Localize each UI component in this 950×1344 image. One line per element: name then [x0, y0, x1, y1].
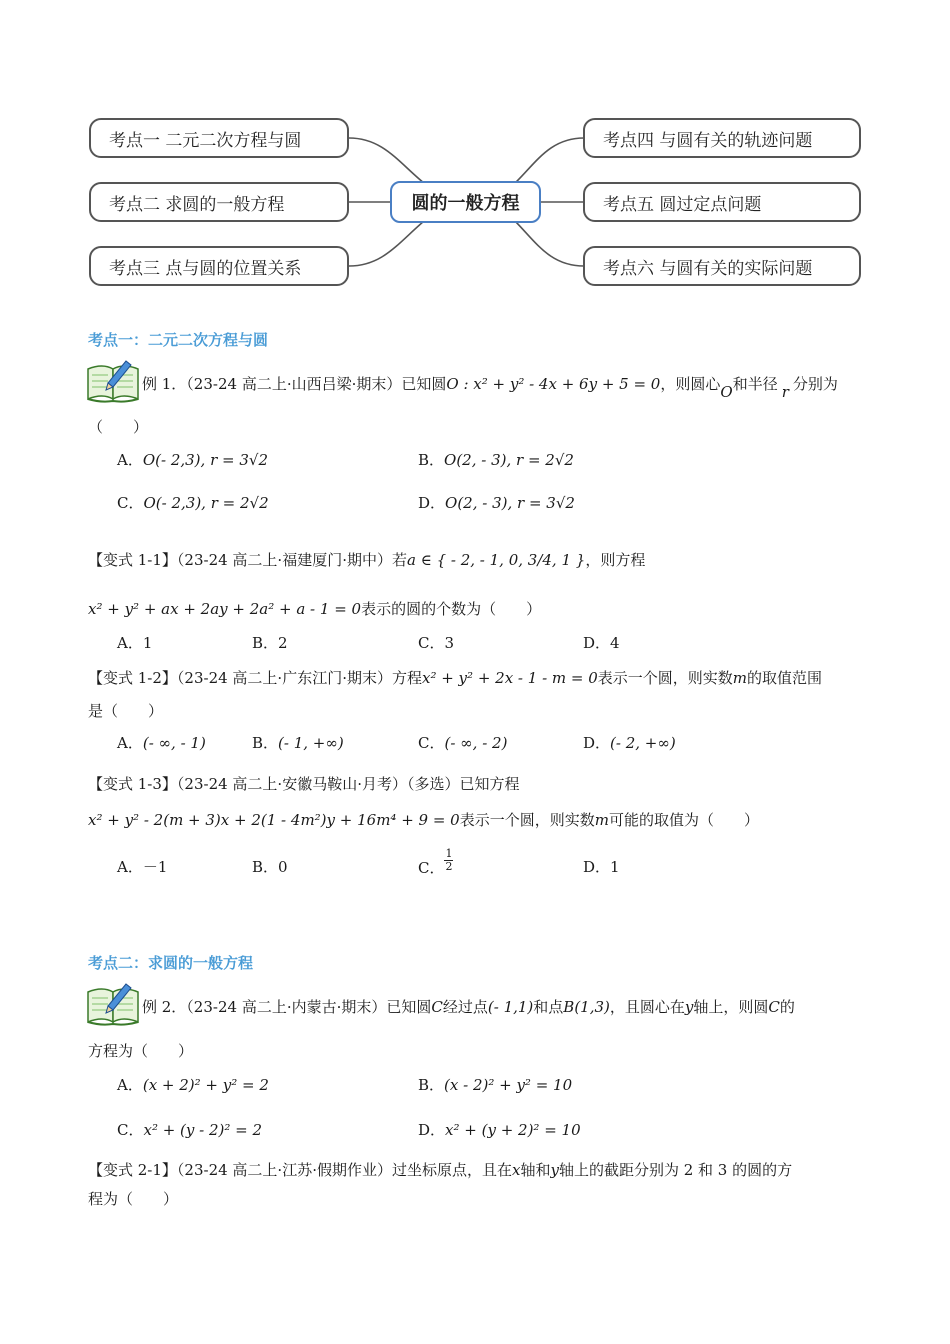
option-letter: D． — [583, 734, 611, 752]
ex2-point1: (- 1,1) — [487, 998, 534, 1016]
option-letter: A． — [117, 734, 143, 752]
mindmap-node-1: 考点一 二元二次方程与圆 — [89, 118, 349, 158]
v21-line2: 程为（ ） — [88, 1190, 179, 1208]
v12-line2: 是（ ） — [88, 702, 164, 720]
option-value: O(2, - 3), r = 2√2 — [444, 451, 574, 469]
ex1-option-b — [418, 449, 574, 470]
ex2-c2: C — [768, 998, 780, 1016]
book-pencil-icon — [86, 357, 140, 403]
option-letter: C． — [418, 734, 445, 752]
ex2-option-c — [117, 1119, 262, 1140]
option-value: (- 1, +∞) — [278, 734, 344, 752]
connector-3 — [349, 216, 430, 266]
v21-x: x — [511, 1161, 521, 1179]
section1-title: 考点一：二元二次方程与圆 — [88, 331, 269, 349]
option-letter: B． — [418, 1076, 445, 1094]
mindmap-node-2: 考点二 求圆的一般方程 — [89, 182, 349, 222]
v11-option-b: B．2 — [252, 634, 288, 652]
mindmap-node-4: 考点四 与圆有关的轨迹问题 — [583, 118, 861, 158]
ex1-option-c — [117, 492, 269, 513]
v12-suffix: 表示一个圆，则实数 — [597, 669, 733, 687]
option-letter: B． — [418, 451, 445, 469]
v11-option-a: A．1 — [117, 634, 153, 652]
mindmap-node-5: 考点五 圆过定点问题 — [583, 182, 861, 222]
option-letter: C． — [117, 494, 144, 512]
v13-option-a: A．－1 — [117, 858, 168, 876]
book-pencil-icon — [86, 980, 140, 1026]
v13-suffix: 表示一个圆，则实数 — [459, 811, 595, 829]
option-value: (x - 2)² + y² = 10 — [444, 1076, 573, 1094]
ex2-line2: 方程为（ ） — [88, 1042, 194, 1060]
ex2-stem — [142, 996, 795, 1017]
ex2-y: y — [684, 998, 694, 1016]
ex1-paren: （ ） — [88, 418, 149, 436]
fraction-one-half — [444, 848, 453, 873]
ex1-stem — [142, 373, 838, 401]
v21-mid: 轴和 — [520, 1161, 551, 1179]
option-value: x² + (y - 2)² = 2 — [143, 1121, 263, 1139]
option-value: x² + (y + 2)² = 10 — [445, 1121, 581, 1139]
ex1-r: r — [781, 383, 789, 401]
fraction-numerator: 1 — [445, 847, 453, 860]
option-letter: C． — [117, 1121, 144, 1139]
v12-stem — [88, 667, 822, 688]
ex1-option-d — [418, 492, 575, 513]
v12-m: m — [732, 669, 748, 687]
option-letter: C． — [418, 858, 445, 877]
ex1-equation: O : x² + y² - 4x + 6y + 5 = 0 — [446, 375, 661, 393]
v13-equation: x² + y² - 2(m + 3)x + 2(1 - 4m²)y + 16m⁴ + 9 = 0 — [88, 811, 460, 829]
mindmap-node-6: 考点六 与圆有关的实际问题 — [583, 246, 861, 286]
ex2-mid3: ，且圆心在 — [609, 998, 685, 1016]
option-letter: A． — [117, 451, 143, 469]
v13-option-b: B．0 — [252, 858, 288, 876]
option-value: (- 2, +∞) — [610, 734, 676, 752]
v12-prefix: 【变式 1-2】（23-24 高二上·广东江门·期末）方程 — [88, 669, 422, 687]
v21-suffix: 轴上的截距分别为 2 和 3 的圆的方 — [558, 1161, 793, 1179]
option-value: (- ∞, - 2) — [444, 734, 508, 752]
v12-option-c — [418, 732, 507, 753]
option-letter: A． — [117, 1076, 143, 1094]
ex2-mid2: 和点 — [533, 998, 564, 1016]
option-value: O(- 2,3), r = 2√2 — [143, 494, 269, 512]
ex2-point2: B(1,3) — [563, 998, 610, 1016]
v11-eq-suffix: 表示的圆的个数为（ ） — [361, 600, 542, 618]
v12-option-b — [252, 732, 344, 753]
ex2-option-d — [418, 1119, 581, 1140]
ex2-prefix: 例 2．（23-24 高二上·内蒙古·期末）已知圆 — [142, 998, 432, 1016]
ex1-mid2: 和半径 — [732, 375, 778, 393]
option-value: (- ∞, - 1) — [142, 734, 206, 752]
v11-suffix: ，则方程 — [585, 551, 646, 569]
ex2-c: C — [431, 998, 443, 1016]
v11-stem — [88, 549, 645, 570]
v13-stem: 【变式 1-3】（23-24 高二上·安徽马鞍山·月考）（多选）已知方程 — [88, 775, 520, 793]
option-letter: D． — [418, 1121, 446, 1139]
ex1-option-a — [117, 449, 268, 470]
v13-m: m — [594, 811, 609, 829]
ex1-suffix: 分别为 — [792, 375, 838, 393]
v11-line2 — [88, 598, 541, 619]
option-letter: D． — [418, 494, 446, 512]
v13-option-d: D．1 — [583, 858, 620, 876]
option-value: O(2, - 3), r = 3√2 — [445, 494, 575, 512]
mindmap-node-3: 考点三 点与圆的位置关系 — [89, 246, 349, 286]
connector-6 — [510, 216, 584, 266]
ex2-suffix: 的 — [779, 998, 795, 1016]
v21-stem — [88, 1159, 792, 1180]
ex2-option-b — [418, 1074, 572, 1095]
ex2-mid: 经过点 — [442, 998, 488, 1016]
ex1-o: O — [720, 383, 733, 401]
v12-suffix2: 的取值范围 — [747, 669, 823, 687]
v21-y: y — [550, 1161, 559, 1179]
v11-set: a ∈ { - 2, - 1, 0, 3/4, 1 } — [406, 551, 586, 569]
fraction-denominator: 2 — [445, 860, 453, 873]
v11-prefix: 【变式 1-1】（23-24 高二上·福建厦门·期中）若 — [88, 551, 407, 569]
v11-option-d: D．4 — [583, 634, 620, 652]
v13-line2 — [88, 809, 759, 830]
mindmap-center: 圆的一般方程 — [390, 181, 541, 223]
v11-option-c: C．3 — [418, 634, 455, 652]
v11-equation: x² + y² + ax + 2ay + 2a² + a - 1 = 0 — [88, 600, 362, 618]
ex2-mid4: 轴上，则圆 — [693, 998, 769, 1016]
option-letter: B． — [252, 734, 279, 752]
ex1-prefix: 例 1．（23-24 高二上·山西吕梁·期末）已知圆 — [142, 375, 447, 393]
ex1-mid: ，则圆心 — [660, 375, 721, 393]
v21-prefix: 【变式 2-1】（23-24 高二上·江苏·假期作业）过坐标原点，且在 — [88, 1161, 512, 1179]
v12-option-d — [583, 732, 676, 753]
option-value: (x + 2)² + y² = 2 — [142, 1076, 269, 1094]
v12-option-a — [117, 732, 206, 753]
option-value: O(- 2,3), r = 3√2 — [142, 451, 268, 469]
v13-option-c — [418, 847, 453, 877]
ex2-option-a — [117, 1074, 269, 1095]
section2-title: 考点二：求圆的一般方程 — [88, 954, 254, 972]
v13-suffix2: 可能的取值为（ ） — [608, 811, 759, 829]
v12-equation: x² + y² + 2x - 1 - m = 0 — [421, 669, 598, 687]
